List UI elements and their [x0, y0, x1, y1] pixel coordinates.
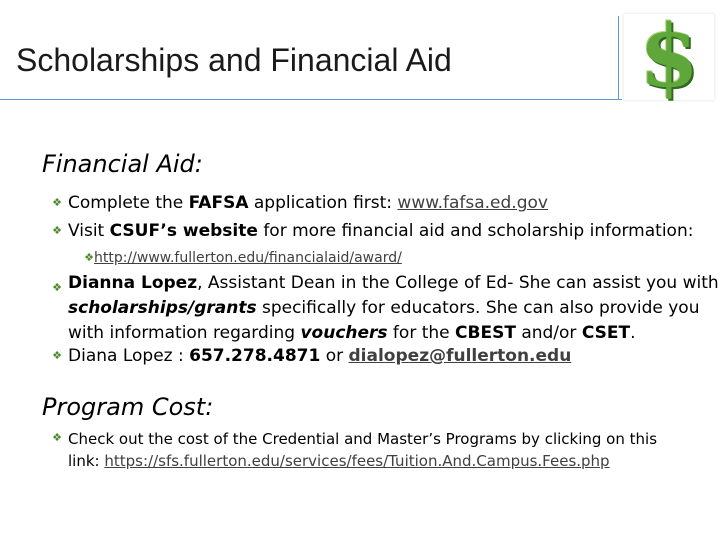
fafsa-link[interactable]: www.fafsa.ed.gov [397, 193, 548, 213]
list-item-contact: Diana Lopez : 657.278.4871 or dialopez@fullerton.edu [68, 346, 572, 366]
title-divider [618, 16, 619, 100]
bullet-icon: ❖ [52, 281, 62, 294]
bullet-icon: ❖ [84, 251, 94, 264]
bullet-icon: ❖ [52, 196, 62, 209]
tuition-fees-link[interactable]: https://sfs.fullerton.edu/services/fees/Tuition.And.Campus.Fees.php [104, 452, 610, 470]
dollar-sign-icon [624, 6, 714, 107]
list-item-cost: Check out the cost of the Credential and Master’s Programs by clicking on this link: https://sfs.fullerton.edu/services/fees/Tuition.And.Campus.Fees.php [68, 430, 658, 470]
title-underline [0, 99, 622, 100]
bullet-icon: ❖ [52, 349, 62, 362]
list-item-fafsa: Complete the FAFSA application first: www.fafsa.ed.gov [68, 193, 548, 213]
title-bar [0, 0, 720, 107]
bullet-icon: ❖ [52, 224, 62, 237]
email-link[interactable]: dialopez@fullerton.edu [348, 346, 572, 366]
phone-number: 657.278.4871 [189, 346, 321, 366]
program-cost-heading: Program Cost: [42, 393, 214, 421]
financial-aid-heading: Financial Aid: [42, 150, 203, 178]
list-item-csuf: Visit CSUF’s website for more financial aid and scholarship information: [68, 221, 694, 241]
list-item-award-link [94, 246, 402, 271]
list-item-dianna: Dianna Lopez, Assistant Dean in the College of Ed- She can assist you with scholarships/grants specifically for educators. She can also provide you with information regarding vouchers for the CBEST and/or CSET. [68, 273, 719, 343]
financial-aid-award-link[interactable]: http://www.fullerton.edu/financialaid/award/ [94, 250, 402, 266]
page-title: Scholarships and Financial Aid [16, 42, 452, 78]
bullet-icon: ❖ [52, 431, 62, 444]
dollar-glyph: $ [639, 6, 699, 107]
